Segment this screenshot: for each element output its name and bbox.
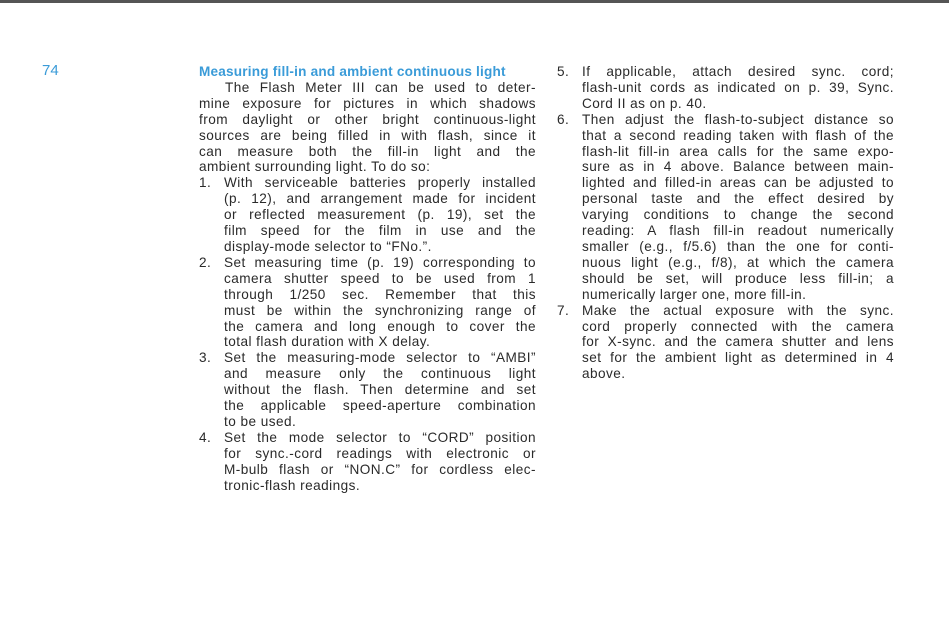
text-line: to be used.: [224, 413, 297, 429]
text-line: the camera and long enough to cover the: [224, 318, 536, 334]
left-steps-list: [199, 175, 536, 493]
text-line: M-bulb flash or “NON.C” for cordless elec-: [224, 461, 536, 477]
text-line: display-mode selector to “FNo.”.: [224, 238, 432, 254]
right-column: [557, 64, 894, 382]
step-number: 6.: [557, 111, 570, 127]
step-number: 4.: [199, 429, 212, 445]
text-line: reading: A flash fill-in readout numerically: [582, 223, 894, 239]
text-line: smaller (e.g., f/5.6) than the one for conti-: [582, 238, 894, 254]
text-line: Set measuring time (p. 19) corresponding to: [224, 254, 536, 270]
step-number: 2.: [199, 254, 212, 270]
step-number: 7.: [557, 302, 570, 318]
text-line: mine exposure for pictures in which shadows: [199, 95, 536, 111]
top-border: [0, 0, 949, 3]
text-line: numerically larger one, more fill-in.: [582, 286, 807, 302]
step-item: [557, 64, 894, 112]
step-number: 5.: [557, 64, 570, 79]
step-item: [557, 112, 894, 303]
text-line: should be set, will produce less fill-in; a: [582, 270, 894, 286]
page-number: 74: [42, 62, 59, 79]
text-line: varying conditions to change the second: [582, 207, 894, 223]
text-line: With serviceable batteries properly installed: [224, 175, 536, 191]
text-line: flash-lit fill-in area calls for the same expo-: [582, 143, 894, 159]
step-item: [199, 255, 536, 350]
text-line: must be within the synchronizing range of: [224, 302, 536, 318]
step-item: [199, 175, 536, 255]
text-line: tronic-flash readings.: [224, 477, 361, 493]
text-line: flash-unit cords as indicated on p. 39, Sync.: [582, 79, 894, 95]
text-line: or reflected measurement (p. 19), set the: [224, 207, 536, 223]
text-line: sure as in 4 above. Balance between main-: [582, 159, 894, 175]
text-line: Then adjust the flash-to-subject distance so: [582, 111, 894, 127]
text-line: ambient surrounding light. To do so:: [199, 159, 431, 175]
text-line: cord properly connected with the camera: [582, 318, 894, 334]
text-line: lighted and filled-in areas can be adjusted to: [582, 175, 894, 191]
intro-paragraph: [199, 80, 536, 175]
text-line: can measure both the fill-in light and the: [199, 143, 536, 159]
text-line: personal taste and the effect desired by: [582, 191, 894, 207]
text-line: Make the actual exposure with the sync.: [582, 302, 894, 318]
text-line: camera shutter speed to be used from 1: [224, 270, 536, 286]
text-line: set for the ambient light as determined in 4: [582, 350, 894, 366]
text-line: for X-sync. and the camera shutter and lens: [582, 334, 894, 350]
text-line: total flash duration with X delay.: [224, 334, 431, 350]
step-item: [557, 303, 894, 383]
section-heading: Measuring fill-in and ambient continuous light: [199, 64, 506, 79]
step-number: 3.: [199, 350, 212, 366]
text-line: from daylight or other bright continuous-light: [199, 111, 536, 127]
step-item: [199, 350, 536, 430]
right-steps-list: [557, 64, 894, 382]
text-line: nuous light (e.g., f/8), at which the camera: [582, 254, 894, 270]
text-line: that a second reading taken with flash of the: [582, 127, 894, 143]
text-line: Set the measuring-mode selector to “AMBI”: [224, 350, 536, 366]
text-line: (p. 12), and arrangement made for incident: [224, 191, 536, 207]
text-line: without the flash. Then determine and set: [224, 382, 536, 398]
left-column: [199, 64, 536, 493]
step-item: [199, 430, 536, 494]
text-line: The Flash Meter III can be used to deter-: [225, 79, 536, 95]
text-line: film speed for the film in use and the: [224, 223, 536, 239]
text-line: sources are being filled in with flash, since it: [199, 127, 536, 143]
text-line: above.: [582, 366, 626, 382]
text-line: for sync.-cord readings with electronic or: [224, 445, 536, 461]
text-line: Set the mode selector to “CORD” position: [224, 429, 536, 445]
text-line: and measure only the continuous light: [224, 366, 536, 382]
text-line: through 1/250 sec. Remember that this: [224, 286, 536, 302]
text-line: the applicable speed-aperture combination: [224, 398, 536, 414]
step-number: 1.: [199, 175, 212, 191]
text-line: If applicable, attach desired sync. cord;: [582, 64, 894, 79]
text-line: Cord II as on p. 40.: [582, 95, 707, 111]
